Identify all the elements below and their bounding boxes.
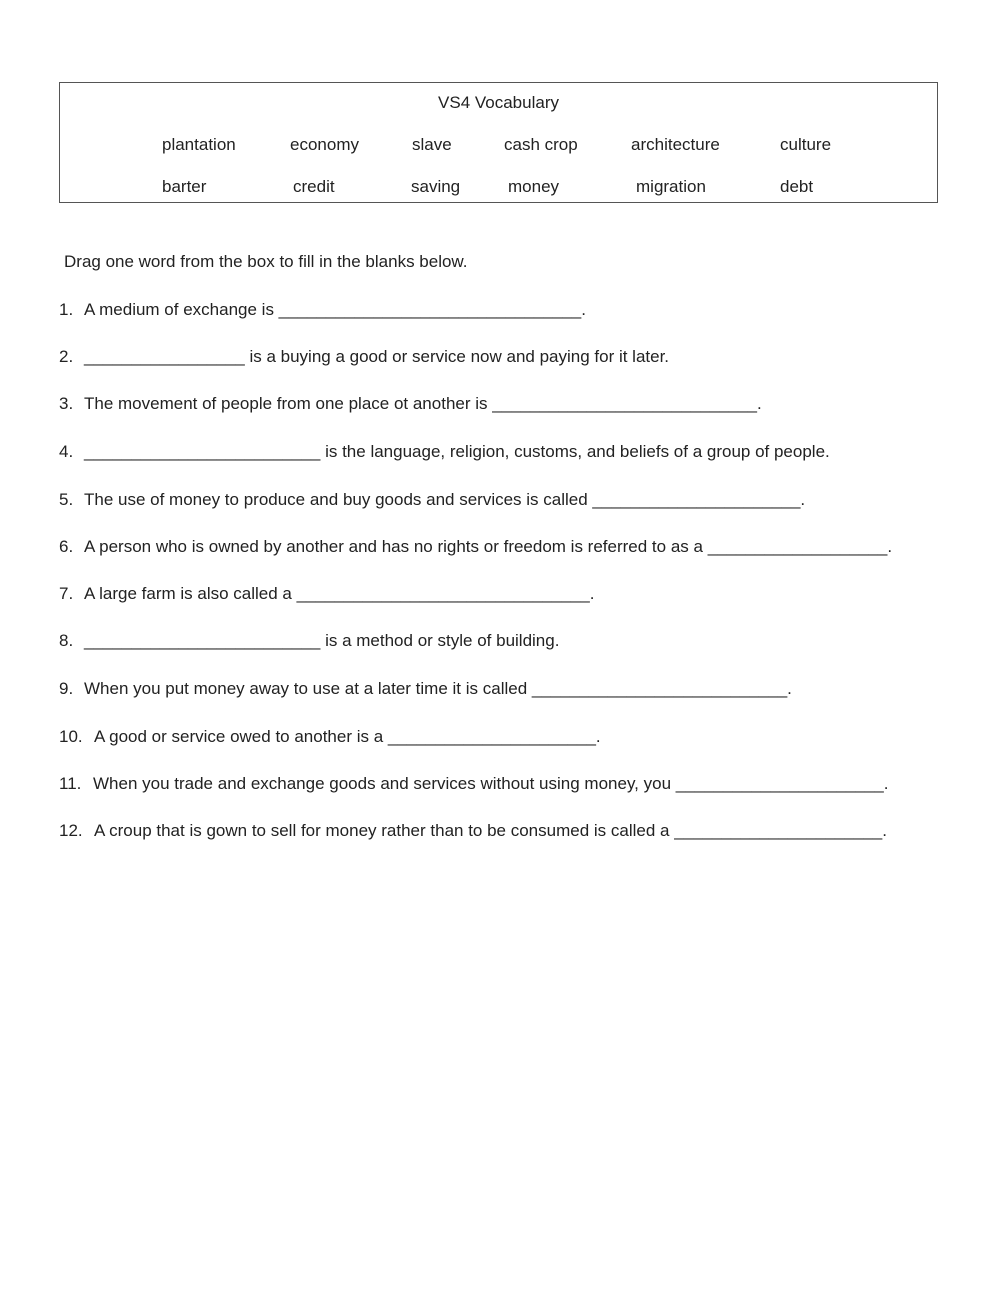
question-text: _________________________ is the language, religion, customs, and beliefs of a group of people. — [84, 442, 830, 461]
question-text: A person who is owned by another and has no rights or freedom is referred to as a ___________________. — [84, 537, 893, 556]
question-2[interactable] — [59, 347, 669, 367]
word-architecture[interactable]: architecture — [631, 135, 720, 154]
question-5[interactable] — [59, 490, 805, 510]
question-6[interactable] — [59, 537, 892, 557]
question-7[interactable] — [59, 584, 594, 604]
question-1[interactable] — [59, 300, 586, 320]
word-culture[interactable]: culture — [780, 135, 832, 154]
word-plantation[interactable]: plantation — [162, 135, 236, 154]
question-8[interactable] — [59, 631, 559, 651]
question-number: 3. — [59, 394, 74, 413]
question-text: _________________ is a buying a good or service now and paying for it later. — [84, 347, 670, 366]
question-text: A large farm is also called a _______________________________. — [84, 584, 595, 603]
question-text: When you put money away to use at a later time it is called ___________________________. — [84, 679, 792, 698]
question-text: _________________________ is a method or style of building. — [84, 631, 560, 650]
word-saving[interactable]: saving — [411, 177, 461, 196]
instructions: Drag one word from the box to fill in the blanks below. — [64, 252, 468, 271]
word-barter[interactable]: barter — [162, 177, 207, 196]
question-3[interactable] — [59, 394, 762, 414]
word-debt[interactable]: debt — [780, 177, 814, 196]
question-number: 2. — [59, 347, 74, 366]
question-text: A medium of exchange is ________________________________. — [84, 300, 586, 319]
question-number: 10. — [59, 727, 83, 746]
question-number: 11. — [59, 774, 82, 793]
question-text: A croup that is gown to sell for money rather than to be consumed is called a ______________________. — [94, 821, 887, 840]
question-number: 9. — [59, 679, 74, 698]
question-10[interactable] — [59, 727, 601, 747]
question-number: 4. — [59, 442, 74, 461]
word-migration[interactable]: migration — [636, 177, 706, 196]
question-text: The use of money to produce and buy goods and services is called ______________________. — [84, 490, 806, 509]
question-9[interactable] — [59, 679, 792, 699]
question-number: 6. — [59, 537, 74, 556]
word-credit[interactable]: credit — [293, 177, 335, 196]
question-12[interactable] — [59, 821, 887, 841]
question-11[interactable] — [59, 774, 889, 794]
question-number: 7. — [59, 584, 74, 603]
question-text: The movement of people from one place ot another is ____________________________. — [84, 394, 762, 413]
question-text: When you trade and exchange goods and services without using money, you ______________________. — [93, 774, 889, 793]
question-number: 12. — [59, 821, 83, 840]
word-economy[interactable]: economy — [290, 135, 359, 154]
question-text: A good or service owed to another is a ______________________. — [94, 727, 601, 746]
question-number: 8. — [59, 631, 74, 650]
word-slave[interactable]: slave — [412, 135, 452, 154]
question-number: 1. — [59, 300, 74, 319]
question-4[interactable] — [59, 442, 830, 462]
question-number: 5. — [59, 490, 74, 509]
word-bank-title: VS4 Vocabulary — [438, 93, 559, 112]
word-money[interactable]: money — [508, 177, 560, 196]
word-cash-crop[interactable]: cash crop — [504, 135, 578, 154]
word-bank-box — [59, 82, 938, 203]
